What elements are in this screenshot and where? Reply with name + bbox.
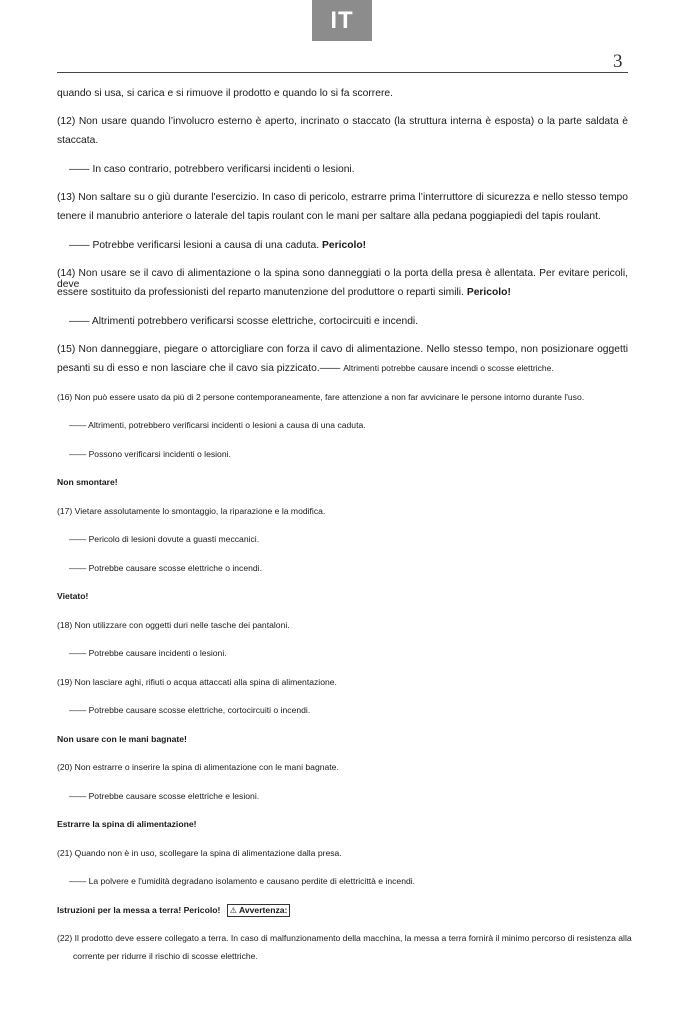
section-heading: Estrarre la spina di alimentazione! xyxy=(57,819,197,829)
item-22-line1: (22) Il prodotto deve essere collegato a terra. In caso di malfunzionamento della macchina, la messa a terra fornirà il minimo percorso di resistenza alla xyxy=(57,933,632,943)
consequence-line: —— La polvere e l'umidità degradano isolamento e causano perdite di elettricittà e incendi. xyxy=(69,876,416,886)
grounding-heading: Istruzioni per la messa a terra! Pericolo! xyxy=(57,905,221,915)
item-22-line2: corrente per ridurre il rischio di scosse elettriche. xyxy=(73,951,258,961)
consequence-line xyxy=(69,240,366,251)
warning-triangle-icon: ⚠ xyxy=(229,906,237,915)
consequence-line: —— Potrebbe causare scosse elettriche, cortocircuiti o incendi. xyxy=(69,705,311,715)
page-number: 3 xyxy=(613,51,623,72)
consequence-line: —— Pericolo di lesioni dovute a guasti meccanici. xyxy=(69,534,260,544)
consequence-line: —— Potrebbe causare scosse elettriche o incendi. xyxy=(69,563,262,573)
danger-label: Pericolo! xyxy=(322,240,367,251)
consequence-text: —— Potrebbe verificarsi lesioni a causa di una caduta. xyxy=(69,240,320,251)
consequence-line: —— Possono verificarsi incidenti o lesioni. xyxy=(69,449,231,459)
section-heading: Non smontare! xyxy=(57,477,118,487)
item-15-line2 xyxy=(57,363,554,374)
header-divider xyxy=(57,72,628,73)
item-12-line1: (12) Non usare quando l’involucro esterno è aperto, incrinato o staccato (la struttura interna è esposta) o la parte saldata è xyxy=(57,116,628,127)
consequence-line: —— Potrebbe causare incidenti o lesioni. xyxy=(69,648,227,658)
item-12-line2: staccata. xyxy=(57,135,99,146)
consequence-line: —— Altrimenti potrebbero verificarsi scosse elettriche, cortocircuiti e incendi. xyxy=(69,316,419,327)
item-15-text: pesanti su di esso e non lasciare che il cavo sia pizzicato.—— xyxy=(57,363,341,374)
consequence-line: —— In caso contrario, potrebbero verificarsi incidenti o lesioni. xyxy=(69,164,355,175)
danger-label: Pericolo! xyxy=(466,287,511,298)
consequence-text: Altrimenti potrebbe causare incendi o scosse elettriche. xyxy=(343,363,554,373)
language-tab: IT xyxy=(312,0,372,41)
warning-box xyxy=(227,904,291,917)
item-18: (18) Non utilizzare con oggetti duri nelle tasche dei pantaloni. xyxy=(57,620,290,630)
item-21: (21) Quando non è in uso, scollegare la spina di alimentazione dalla presa. xyxy=(57,848,342,858)
consequence-line: —— Altrimenti, potrebbero verificarsi incidenti o lesioni a causa di una caduta. xyxy=(69,420,366,430)
item-13-line2: tenere il manubrio anteriore o laterale del tapis roulant con le mani per saltare alla pedana poggiapiedi del tapis roulant. xyxy=(57,211,601,222)
item-14-line2 xyxy=(57,287,511,298)
paragraph-line: quando si usa, si carica e si rimuove il prodotto e quando lo si fa scorrere. xyxy=(57,88,393,99)
item-20: (20) Non estrarre o inserire la spina di alimentazione con le mani bagnate. xyxy=(57,762,339,772)
item-17: (17) Vietare assolutamente lo smontaggio, la riparazione e la modifica. xyxy=(57,506,326,516)
item-16: (16) Non può essere usato da più di 2 persone contemporaneamente, fare attenzione a non far avvicinare le persone intorno durante l'uso. xyxy=(57,392,585,402)
item-14-text: essere sostituito da professionisti del reparto manutenzione del produttore o reparti simili. xyxy=(57,287,464,298)
item-15-line1: (15) Non danneggiare, piegare o attorcigliare con forza il cavo di alimentazione. Nello stesso tempo, non posizionare oggetti xyxy=(57,344,628,355)
section-heading: Vietato! xyxy=(57,591,89,601)
consequence-line: —— Potrebbe causare scosse elettriche e lesioni. xyxy=(69,791,260,801)
item-19: (19) Non lasciare aghi, rifiuti o acqua attaccati alla spina di alimentazione. xyxy=(57,677,337,687)
item-14-line1: (14) Non usare se il cavo di alimentazione o la spina sono danneggiati o la porta della presa è allentata. Per evitare pericoli, deve xyxy=(57,268,628,290)
item-13-line1: (13) Non saltare su o giù durante l'esercizio. In caso di pericolo, estrarre prima l’interruttore di sicurezza e nello stesso tempo xyxy=(57,192,628,203)
warning-label: Avvertenza: xyxy=(238,905,288,915)
section-heading: Non usare con le mani bagnate! xyxy=(57,734,187,744)
section-heading xyxy=(57,904,290,917)
